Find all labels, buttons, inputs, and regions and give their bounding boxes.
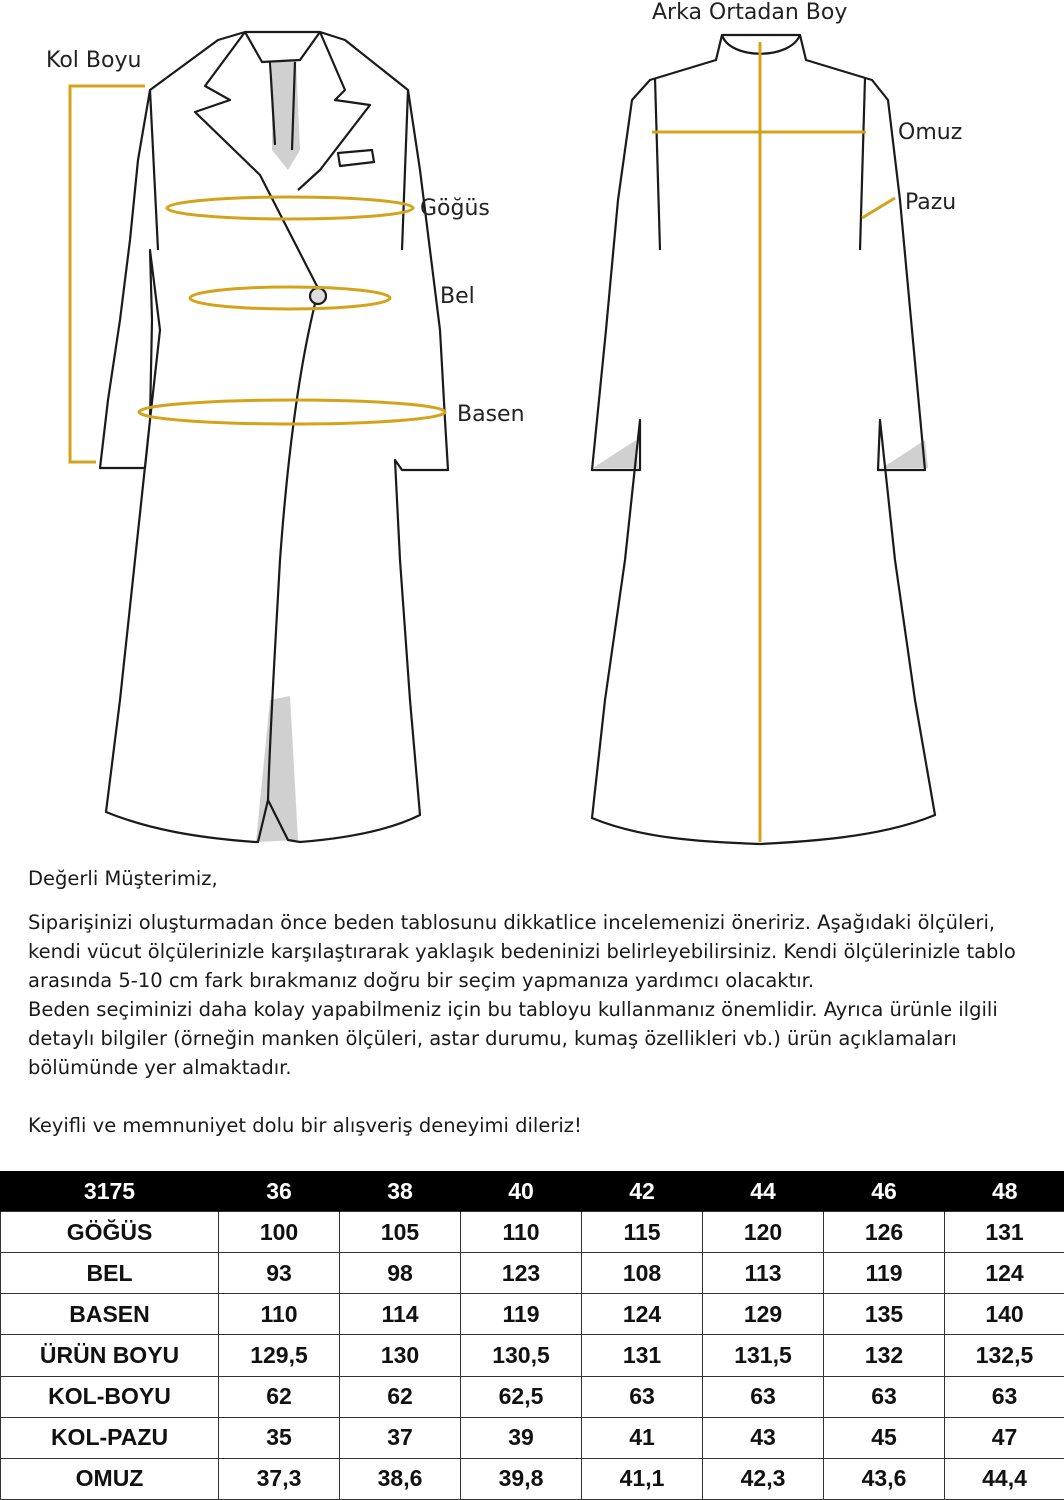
row-label-cell: GÖĞÜS (1, 1212, 219, 1253)
header-size: 36 (219, 1171, 340, 1212)
pazu-line (862, 198, 895, 218)
table-cell: 113 (703, 1253, 824, 1294)
gogus-label: Göğüs (420, 196, 490, 221)
table-cell: 63 (582, 1376, 703, 1417)
table-cell: 44,4 (945, 1458, 1064, 1499)
table-row (1, 1212, 1064, 1253)
greeting-text: Değerli Müşterimiz, (28, 867, 218, 890)
table-cell: 37,3 (219, 1458, 340, 1499)
table-cell: 110 (461, 1212, 582, 1253)
table-cell: 63 (703, 1376, 824, 1417)
front-coat-sketch (100, 32, 448, 842)
kol-boyu-label: Kol Boyu (46, 48, 142, 73)
back-measurement-lines (652, 42, 895, 842)
table-cell: 62 (340, 1376, 461, 1417)
header-size: 42 (582, 1171, 703, 1212)
table-cell: 129,5 (219, 1335, 340, 1376)
customer-note (28, 864, 1038, 1140)
table-cell: 35 (219, 1417, 340, 1458)
table-cell: 132 (824, 1335, 945, 1376)
row-label-cell: KOL-PAZU (1, 1417, 219, 1458)
table-cell: 105 (340, 1212, 461, 1253)
table-cell: 39 (461, 1417, 582, 1458)
table-row (1, 1376, 1064, 1417)
row-label-cell: KOL-BOYU (1, 1376, 219, 1417)
table-cell: 131 (945, 1212, 1064, 1253)
closing-text: Keyifli ve memnuniyet dolu bir alışveriş deneyimi dileriz! (28, 1114, 582, 1137)
table-row (1, 1294, 1064, 1335)
size-table (0, 1171, 1064, 1500)
table-cell: 39,8 (461, 1458, 582, 1499)
bel-ellipse (190, 287, 390, 309)
basen-label: Basen (457, 402, 525, 427)
table-header-row (1, 1171, 1064, 1212)
table-row (1, 1458, 1064, 1499)
pazu-label: Pazu (905, 190, 957, 215)
header-size: 48 (945, 1171, 1064, 1212)
table-cell: 110 (219, 1294, 340, 1335)
back-coat-sketch (592, 35, 935, 844)
header-size: 44 (703, 1171, 824, 1212)
table-cell: 140 (945, 1294, 1064, 1335)
header-product-code: 3175 (1, 1171, 219, 1212)
bel-label: Bel (440, 284, 475, 309)
table-cell: 38,6 (340, 1458, 461, 1499)
basen-ellipse (139, 400, 445, 424)
table-cell: 114 (340, 1294, 461, 1335)
table-cell: 47 (945, 1417, 1064, 1458)
table-cell: 115 (582, 1212, 703, 1253)
table-cell: 120 (703, 1212, 824, 1253)
table-cell: 63 (945, 1376, 1064, 1417)
table-cell: 37 (340, 1417, 461, 1458)
paragraph-1: Siparişinizi oluşturmadan önce beden tablosunu dikkatlice incelemenizi öneririz. Aşağıdaki ölçüleri, kendi vücut ölçülerinizle karşılaştırarak yaklaşık bedeninizi belirleyebilirsiniz. Kendi ölçülerinizle tablo arasında 5-10 cm fark bırakmanız doğru bir seçim yapmanıza yardımcı olacaktır. (28, 911, 1016, 992)
table-cell: 132,5 (945, 1335, 1064, 1376)
table-cell: 41 (582, 1417, 703, 1458)
table-cell: 43,6 (824, 1458, 945, 1499)
table-cell: 62,5 (461, 1376, 582, 1417)
table-cell: 93 (219, 1253, 340, 1294)
table-cell: 131,5 (703, 1335, 824, 1376)
omuz-label: Omuz (898, 120, 963, 145)
row-label-cell: ÜRÜN BOYU (1, 1335, 219, 1376)
table-row (1, 1335, 1064, 1376)
row-label-cell: OMUZ (1, 1458, 219, 1499)
paragraph-2: Beden seçiminizi daha kolay yapabilmeniz için bu tabloyu kullanmanız önemlidir. Ayrıca ürünle ilgili detaylı bilgiler (örneğin manken ölçüleri, astar durumu, kumaş özellikleri vb.) ürün açıklamaları bölümünde yer almaktadır. (28, 998, 998, 1079)
table-cell: 124 (945, 1253, 1064, 1294)
table-cell: 62 (219, 1376, 340, 1417)
row-label-cell: BEL (1, 1253, 219, 1294)
table-cell: 123 (461, 1253, 582, 1294)
table-cell: 41,1 (582, 1458, 703, 1499)
table-cell: 130,5 (461, 1335, 582, 1376)
table-cell: 43 (703, 1417, 824, 1458)
table-cell: 124 (582, 1294, 703, 1335)
table-cell: 108 (582, 1253, 703, 1294)
table-cell: 135 (824, 1294, 945, 1335)
header-size: 40 (461, 1171, 582, 1212)
table-cell: 63 (824, 1376, 945, 1417)
table-cell: 119 (824, 1253, 945, 1294)
arka-ortadan-boy-label: Arka Ortadan Boy (652, 0, 848, 25)
table-cell: 129 (703, 1294, 824, 1335)
table-cell: 119 (461, 1294, 582, 1335)
header-size: 46 (824, 1171, 945, 1212)
header-size: 38 (340, 1171, 461, 1212)
row-label-cell: BASEN (1, 1294, 219, 1335)
gogus-ellipse (167, 197, 413, 219)
table-cell: 42,3 (703, 1458, 824, 1499)
table-cell: 98 (340, 1253, 461, 1294)
table-row (1, 1253, 1064, 1294)
table-cell: 45 (824, 1417, 945, 1458)
table-cell: 126 (824, 1212, 945, 1253)
table-cell: 100 (219, 1212, 340, 1253)
table-cell: 130 (340, 1335, 461, 1376)
table-cell: 131 (582, 1335, 703, 1376)
table-row (1, 1417, 1064, 1458)
